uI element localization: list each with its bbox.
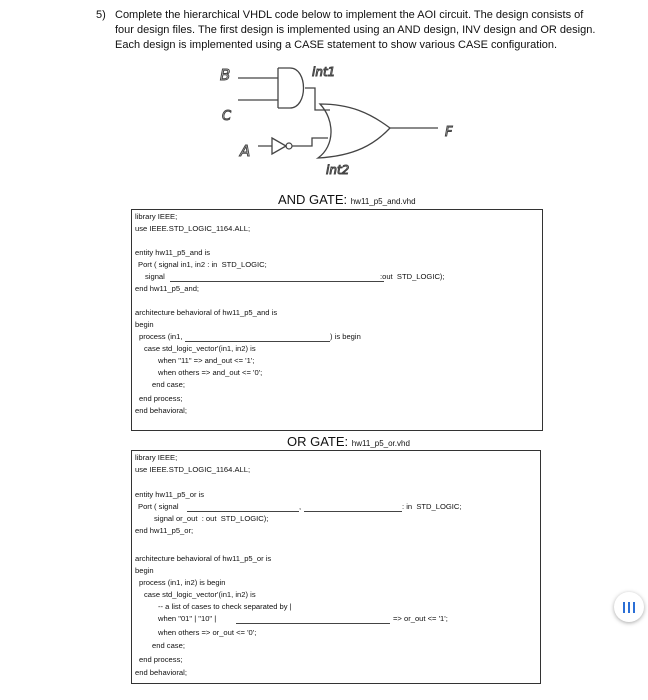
label-c: C <box>222 109 232 124</box>
code-line: end behavioral; <box>135 668 187 677</box>
aoi-circuit-diagram <box>200 58 490 188</box>
code-line: when others => and_out <= '0'; <box>158 368 263 377</box>
code-line: case std_logic_vector'(in1, in2) is <box>144 344 256 353</box>
code-line: process (in1, <box>139 332 183 341</box>
and-gate-filename: hw11_p5_and.vhd <box>350 197 416 206</box>
code-line: architecture behavioral of hw11_p5_and is <box>135 308 278 317</box>
code-line: , <box>299 502 302 511</box>
code-line: end case; <box>152 641 185 650</box>
or-gate-symbol <box>318 104 390 158</box>
answer-blank[interactable] <box>170 273 384 282</box>
code-line: library IEEE; <box>135 453 178 462</box>
answer-blank[interactable] <box>187 502 302 512</box>
or-gate-heading <box>287 434 410 449</box>
code-line: end case; <box>152 380 185 389</box>
code-line: when "11" => and_out <= '1'; <box>158 356 255 365</box>
code-line: end behavioral; <box>135 406 187 415</box>
and-gate-heading <box>278 192 416 207</box>
code-line: Port ( signal in1, in2 : in STD_LOGIC; <box>138 260 267 269</box>
code-line: Port ( signal <box>138 502 179 511</box>
code-line: signal or_out : out STD_LOGIC); <box>154 514 269 523</box>
or-gate-filename: hw11_p5_or.vhd <box>351 439 410 448</box>
int1-wire <box>305 88 330 110</box>
code-line: => or_out <= '1'; <box>393 614 448 623</box>
label-b: B <box>220 66 231 84</box>
question-number: 5) <box>96 9 106 21</box>
code-line: use IEEE.STD_LOGIC_1164.ALL; <box>135 465 251 474</box>
and-gate-symbol <box>238 68 304 108</box>
scroll-to-bottom-button[interactable] <box>614 592 644 622</box>
code-line: begin <box>135 320 154 329</box>
or-gate-title: OR GATE: <box>287 434 349 449</box>
and-gate-title: AND GATE: <box>278 192 348 207</box>
code-line: entity hw11_p5_or is <box>135 490 205 499</box>
code-comment: -- a list of cases to check separated by | <box>158 602 292 611</box>
question-block <box>96 8 596 53</box>
label-int1: int1 <box>312 65 336 79</box>
label-f: F <box>445 125 453 140</box>
code-line: entity hw11_p5_and is <box>135 248 211 257</box>
code-line: end hw11_p5_and; <box>135 284 200 293</box>
code-line: case std_logic_vector'(in1, in2) is <box>144 590 256 599</box>
code-line: when "01" | "10" | <box>158 614 217 623</box>
code-line: begin <box>135 566 154 575</box>
label-a: A <box>240 142 251 160</box>
code-line: end hw11_p5_or; <box>135 526 194 535</box>
answer-blank[interactable] <box>236 615 390 624</box>
code-line: library IEEE; <box>135 212 178 221</box>
code-line: ) is begin <box>330 332 361 341</box>
answer-blank[interactable] <box>185 333 330 342</box>
code-line: :out STD_LOGIC); <box>380 272 445 281</box>
label-int2: int2 <box>326 163 350 177</box>
code-line: : in STD_LOGIC; <box>402 502 462 511</box>
code-line: signal <box>145 272 165 281</box>
int2-wire <box>292 138 328 146</box>
scroll-to-bottom-icon <box>622 602 637 613</box>
code-line: architecture behavioral of hw11_p5_or is <box>135 554 272 563</box>
code-line: process (in1, in2) is begin <box>139 578 226 587</box>
code-line: when others => or_out <= '0'; <box>158 628 257 637</box>
inverter-symbol <box>258 138 286 154</box>
question-text: Complete the hierarchical VHDL code below to implement the AOI circuit. The design consists of four design files. The first design is implemented using an AND design, INV design and OR design. Each design is implemented using a CASE statement to show various CASE configuration. <box>115 9 596 51</box>
answer-blank[interactable] <box>304 503 402 512</box>
code-line: end process; <box>139 655 183 664</box>
code-line: use IEEE.STD_LOGIC_1164.ALL; <box>135 224 251 233</box>
or-code-box <box>131 450 541 684</box>
code-line: end process; <box>139 394 183 403</box>
and-code-box <box>131 209 543 431</box>
